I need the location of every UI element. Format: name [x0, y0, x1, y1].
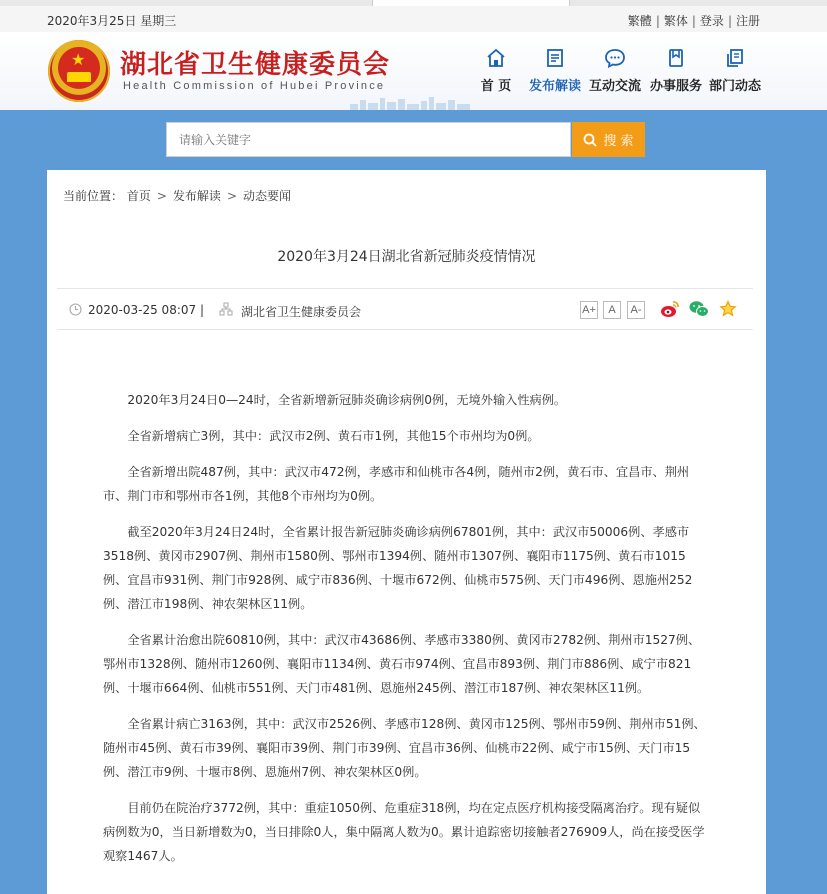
article-paragraph: 目前仍在院治疗3772例，其中：重症1050例、危重症318例，均在定点医疗机构接受隔离治疗。现有疑似病例数为0，当日新增数为0，当日排除0人，集中隔离人数为0。累计追踪密切接触者276909人，尚在接受医学观察1467人。	[103, 801, 705, 863]
font-reset-button[interactable]: A	[603, 301, 621, 319]
login-link[interactable]: 登录	[699, 14, 724, 28]
nav-releases[interactable]: 发布解读	[525, 48, 585, 94]
favorite-star-icon[interactable]	[719, 300, 737, 318]
site-title[interactable]: 湖北省卫生健康委员会	[120, 50, 391, 80]
article-paragraph: 全省累计治愈出院60810例，其中：武汉市43686例、孝感市3380例、黄冈市2782例、荆州市1527例、鄂州市1328例、随州市1260例、襄阳市1134例、黄石市974例、宜昌市893例、荆门市886例、咸宁市821例、十堰市664例、仙桃市551例、天门市481例、恩施州245例、潜江市187例、神农架林区11例。	[103, 633, 701, 695]
nav-services[interactable]: 办事服务	[646, 48, 706, 94]
search-bar	[166, 122, 645, 157]
breadcrumb-home[interactable]: 首页	[126, 189, 151, 203]
breadcrumb-label: 当前位置：	[63, 189, 124, 203]
register-link[interactable]: 注册	[735, 14, 760, 28]
search-icon	[583, 133, 597, 147]
simplified-chinese-link[interactable]: 繁体	[663, 14, 688, 28]
article-paragraph: 2020年3月24日0—24时，全省新增新冠肺炎确诊病例0例，无境外输入性病例。	[127, 393, 567, 407]
chat-icon	[604, 48, 626, 68]
national-emblem-logo[interactable]: ★	[48, 40, 110, 102]
article-body	[103, 388, 709, 880]
browser-tab-edge	[372, 0, 570, 6]
publish-date: 2020-03-25 08:07	[88, 303, 197, 317]
article-paragraph: 全省新增出院487例，其中：武汉市472例，孝感市和仙桃市各4例，随州市2例，黄石市、宜昌市、荆州市、荆门市和鄂州市各1例，其他8个市州均为0例。	[103, 465, 690, 503]
search-input[interactable]	[166, 122, 571, 157]
traditional-chinese-link[interactable]: 繁體	[627, 14, 652, 28]
document-icon	[544, 48, 566, 68]
weibo-share-icon[interactable]	[660, 300, 680, 318]
font-decrease-button[interactable]: A-	[627, 301, 645, 319]
top-links: 繁體 | 繁体 | 登录 | 注册	[627, 14, 760, 28]
article-meta: 2020-03-25 08:07 | 湖北省卫生健康委员会 A+ A A-	[57, 288, 753, 330]
search-button-label: 搜 索	[603, 134, 634, 149]
publisher: 湖北省卫生健康委员会	[241, 305, 362, 319]
breadcrumb: 当前位置： 首页 > 发布解读 > 动态要闻	[63, 189, 292, 203]
clock-icon	[69, 303, 82, 316]
article-title: 2020年3月24日湖北省新冠肺炎疫情情况	[277, 249, 536, 265]
skyline-decoration-icon	[350, 96, 470, 110]
home-icon	[485, 48, 507, 68]
article-paragraph: 截至2020年3月24日24时，全省累计报告新冠肺炎确诊病例67801例，其中：武汉市50006例、孝感市3518例、黄冈市2907例、荆州市1580例、鄂州市1394例、随州市1307例、襄阳市1175例、黄石市1015例、宜昌市931例、荆门市928例、咸宁市836例、十堰市672例、仙桃市575例、天门市496例、恩施州252例、潜江市198例、神农架林区11例。	[103, 525, 693, 611]
breadcrumb-news[interactable]: 动态要闻	[243, 189, 292, 203]
site-header	[0, 32, 827, 110]
current-date: 2020年3月25日 星期三	[47, 14, 177, 28]
bookmark-icon	[665, 48, 687, 68]
breadcrumb-releases[interactable]: 发布解读	[172, 189, 221, 203]
nav-home[interactable]: 首 页	[466, 48, 526, 94]
top-bar	[0, 0, 827, 32]
organization-icon	[219, 302, 233, 316]
search-button[interactable]	[572, 122, 645, 157]
nav-interaction[interactable]: 互动交流	[585, 48, 645, 94]
nav-department-news[interactable]: 部门动态	[705, 48, 765, 94]
copy-icon	[724, 48, 746, 68]
site-subtitle: Health Commission of Hubei Province	[123, 80, 386, 92]
wechat-share-icon[interactable]	[689, 300, 709, 318]
content-panel	[47, 170, 766, 894]
font-increase-button[interactable]: A+	[580, 301, 598, 319]
article-paragraph: 全省新增病亡3例，其中：武汉市2例、黄石市1例，其他15个市州均为0例。	[127, 429, 540, 443]
article-paragraph: 全省累计病亡3163例，其中：武汉市2526例、孝感市128例、黄冈市125例、鄂州市59例、荆州市51例、随州市45例、黄石市39例、襄阳市39例、荆门市39例、宜昌市36例、仙桃市22例、咸宁市15例、天门市15例、潜江市9例、十堰市8例、恩施州7例、神农架林区0例。	[103, 717, 706, 779]
